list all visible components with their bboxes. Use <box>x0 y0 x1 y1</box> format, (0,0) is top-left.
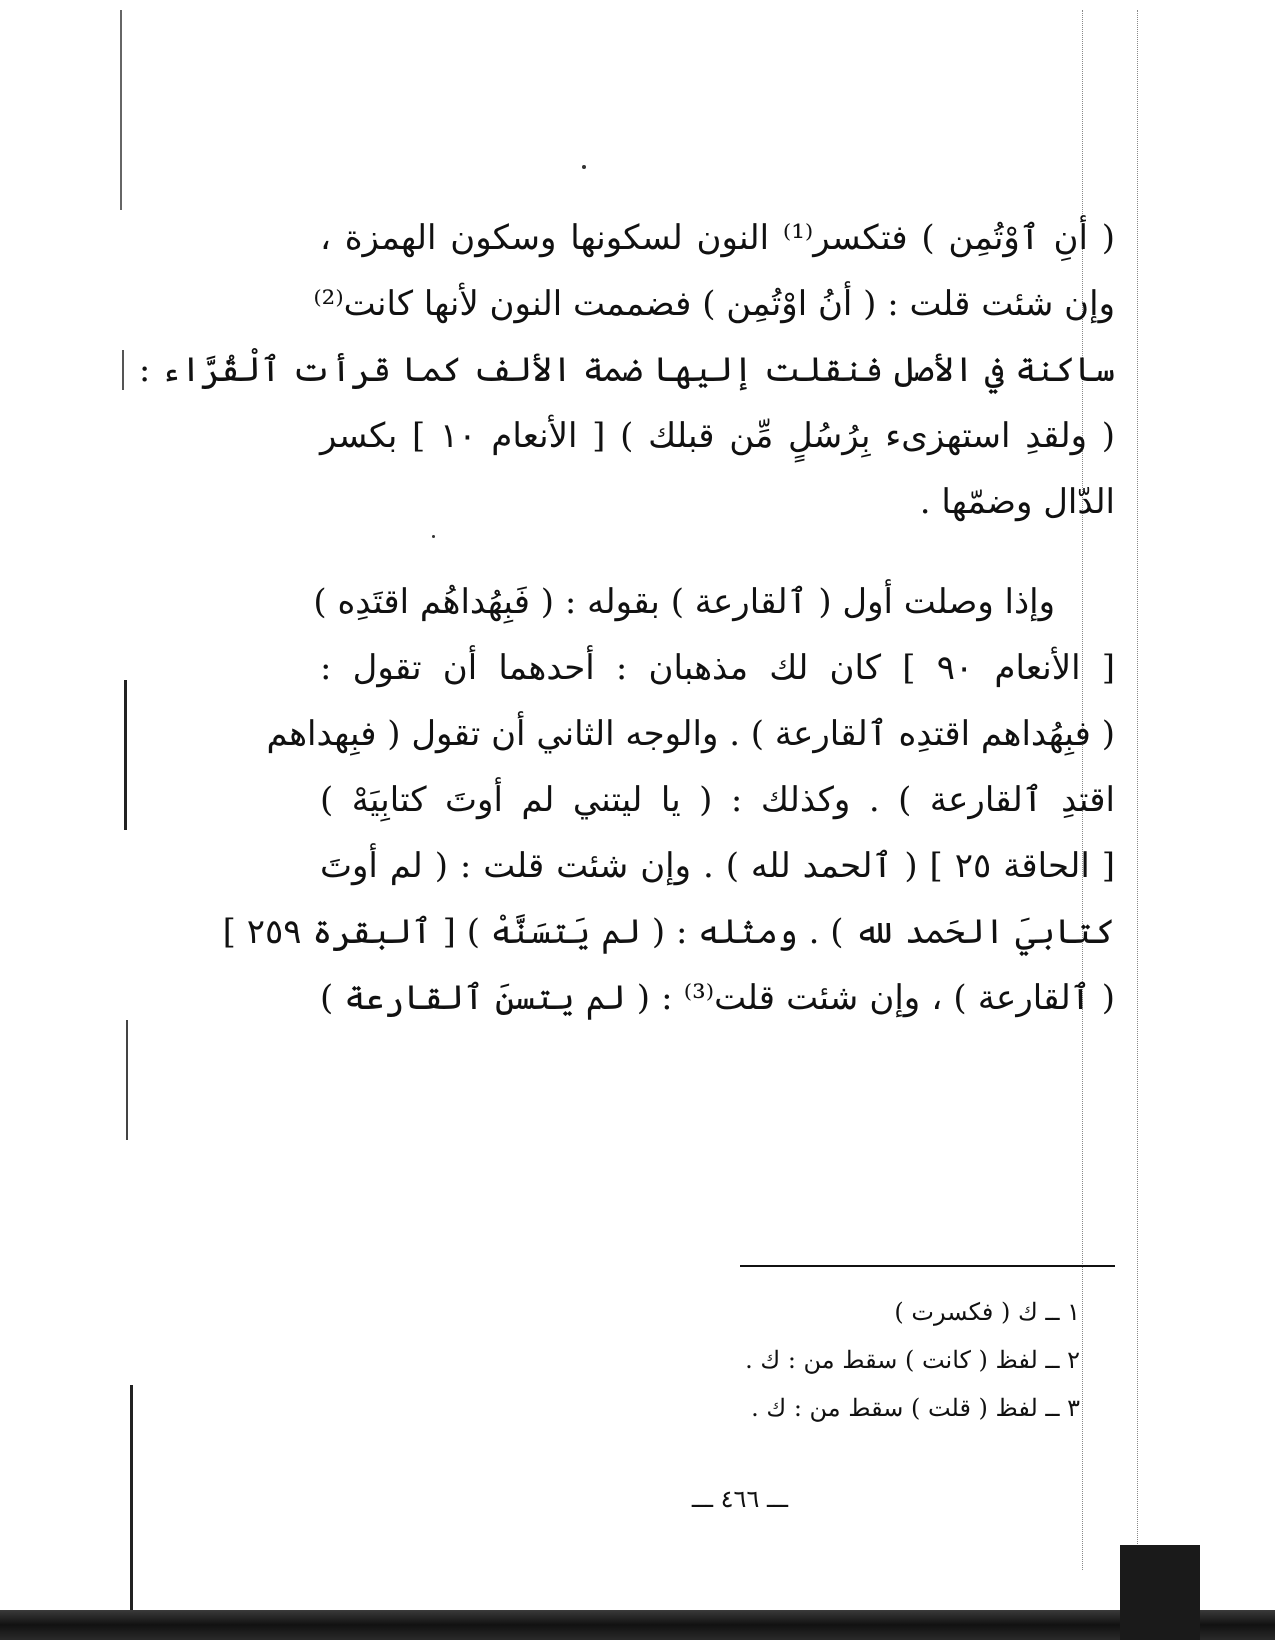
text-line: الدّال وضمّها . <box>919 482 1115 522</box>
text-line: وإن شئت قلت : ( أنُ اوْتُمِن ) فضممت النون لأنها كانت⁽²⁾ <box>313 284 1115 324</box>
text-line: [ الحاقة ٢٥ ] ( ٱلحمد لله ) . وإن شئت قلت : ( لم أوتَ <box>320 846 1115 886</box>
text-line: ( ولقدِ استهزىء بِرُسُلٍ مِّن قبلك ) [ الأنعام ١٠ ] بكسر <box>320 416 1115 456</box>
left-edge-line <box>122 350 124 390</box>
text-line: اقتدِ ٱلقارعة ) . وكذلك : ( يا ليتني لم أوتَ كتابِيَهْ ) <box>320 780 1115 820</box>
text-line: ( أنِ ٱوْتُمِن ) فتكسر⁽¹⁾ النون لسكونها وسكون الهمزة ، <box>320 218 1115 258</box>
page-number: ـــ ٤٦٦ ـــ <box>691 1485 789 1513</box>
text-line: [ الأنعام ٩٠ ] كان لك مذهبان : أحدهما أن تقول : <box>320 648 1115 688</box>
left-edge-line <box>120 10 122 210</box>
paragraph-gap <box>320 535 1115 569</box>
footnotes <box>560 1288 1080 1432</box>
text-line: كتابيَ الحَمد لله ) . ومثله : ( لم يَتسَنَّهْ ) [ ٱلبقرة ٢٥٩ ] <box>222 912 1115 952</box>
footnote: ٣ ــ لفظ ( قلت ) سقط من : ك . <box>751 1394 1080 1422</box>
text-line: ( فبِهُداهم اقتدِه ٱلقارعة ) . والوجه الثاني أن تقول ( فبِهداهم <box>266 714 1115 754</box>
left-edge-line <box>130 1385 133 1615</box>
footnote: ٢ ــ لفظ ( كانت ) سقط من : ك . <box>745 1346 1080 1374</box>
bottom-right-scan-block <box>1120 1545 1200 1640</box>
right-edge-dotted-line <box>1137 10 1138 1570</box>
text-line: ساكنة في الأصل فنقلت إليها ضمة الألف كما قرأت ٱلْقُرَّاء : <box>138 350 1115 390</box>
footnote-rule <box>740 1265 1115 1267</box>
bottom-scan-band <box>0 1610 1275 1640</box>
footnote: ١ ــ ك ( فكسرت ) <box>894 1298 1080 1326</box>
scan-speck <box>582 165 586 169</box>
main-text <box>138 205 1115 1031</box>
text-line: ( ٱلقارعة ) ، وإن شئت قلت⁽³⁾ : ( لم يتسنَ ٱلقارعة ) <box>320 978 1115 1018</box>
text-line: وإذا وصلت أول ( ٱلقارعة ) بقوله : ( فَبِهُداهُم اقتَدِه ) <box>313 582 1055 622</box>
left-edge-line <box>126 1020 128 1140</box>
left-edge-line <box>124 680 127 830</box>
